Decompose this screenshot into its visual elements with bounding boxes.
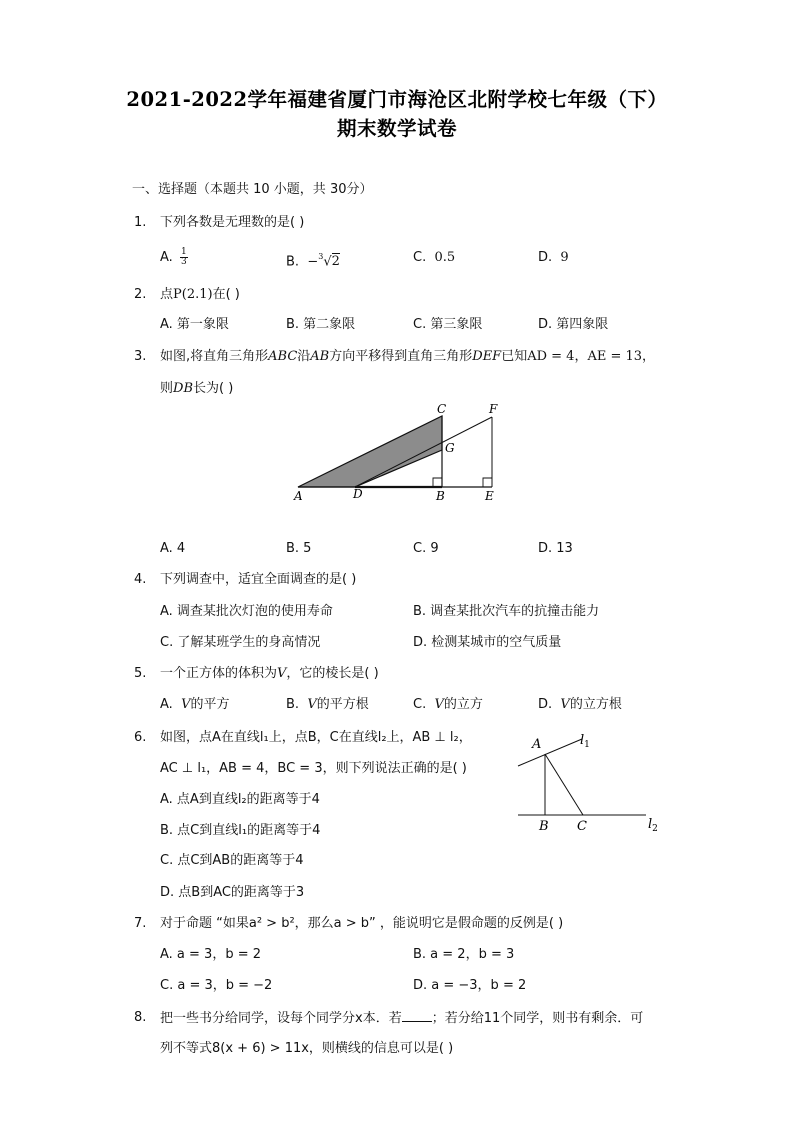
math-given: AD = 4，AE = 13， <box>527 349 656 364</box>
label-l2-subscript: 2 <box>652 824 658 834</box>
stem-text: 已知 <box>501 349 528 364</box>
question-stem <box>160 286 240 304</box>
option-b: B. 第二象限 <box>286 317 356 332</box>
minus-sign: − <box>307 254 319 270</box>
option-c: C. 点C到AB的距离等于4 <box>160 853 304 868</box>
question-number: 4. <box>134 572 147 587</box>
point-expression: P(2.1) <box>173 287 213 302</box>
question-stem-line1 <box>160 1009 643 1028</box>
option-d: D. 13 <box>538 541 573 556</box>
radical-index: 3 <box>318 252 324 261</box>
question-stem <box>160 665 379 683</box>
option-a: A. 第一象限 <box>160 317 229 332</box>
question-stem-line1: 如图，点A在直线l₁上，点B，C在直线l₂上，AB ⊥ l₂， <box>160 730 472 745</box>
stem-text: 则 <box>160 381 174 396</box>
label-b: B <box>539 819 549 834</box>
question-number: 6. <box>134 730 147 745</box>
option-b: B. 5 <box>286 541 312 556</box>
math-v: V <box>434 697 444 712</box>
option-text: 的立方 <box>443 697 483 712</box>
option-d: D. 检测某城市的空气质量 <box>413 635 562 650</box>
option-label: A. <box>160 250 173 265</box>
label-c: C <box>437 402 447 416</box>
label-b: B <box>436 489 445 503</box>
stem-text: 长为( ) <box>193 381 234 396</box>
numerator: 1 <box>180 247 187 257</box>
option-label: C. <box>413 697 427 712</box>
question-stem-line2: 列不等式8(x + 6) > 11x，则横线的信息可以是( ) <box>160 1041 454 1056</box>
option-d <box>538 696 622 714</box>
radicand: 2 <box>331 254 340 270</box>
option-d: D. a = −3，b = 2 <box>413 978 527 993</box>
stem-text: 一个正方体的体积为 <box>160 666 278 681</box>
question-number: 8. <box>134 1010 147 1025</box>
question-stem-line1 <box>160 348 655 366</box>
question-stem: 下列各数是无理数的是( ) <box>160 215 305 230</box>
math-v: V <box>307 697 317 712</box>
page-title-line2: 期末数学试卷 <box>336 117 457 140</box>
segment-ac <box>545 754 583 815</box>
option-b: B. a = 2，b = 3 <box>413 947 515 962</box>
stem-text: 在( ) <box>212 287 240 302</box>
section-heading: 一、选择题（本题共 10 小题，共 30分） <box>132 182 373 197</box>
label-l2-letter: l <box>648 817 653 832</box>
denominator: 3 <box>180 257 187 267</box>
option-label: D. <box>538 697 553 712</box>
right-angle-mark-b <box>433 478 442 487</box>
fraction <box>180 248 188 267</box>
label-a: A <box>532 737 542 752</box>
option-text: 的平方根 <box>316 697 369 712</box>
stem-text: 沿 <box>297 349 311 364</box>
math-v: V <box>560 697 570 712</box>
option-c <box>413 696 483 714</box>
question-number: 2. <box>134 287 147 302</box>
math-v: V <box>181 697 191 712</box>
page-title-line1: 2021-2022学年福建省厦门市海沧区北附学校七年级（下） <box>126 88 668 111</box>
math-ab: AB <box>310 349 330 364</box>
option-a: A. a = 3，b = 2 <box>160 947 262 962</box>
option-c: C. 9 <box>413 541 439 556</box>
option-a <box>160 248 188 267</box>
label-l1-letter: l <box>580 733 585 748</box>
label-g: G <box>445 441 455 455</box>
question-stem-line2: AC ⊥ l₁，AB = 4，BC = 3，则下列说法正确的是( ) <box>160 761 467 776</box>
stem-text: 把一些书分给同学，设每个同学分x本．若 <box>160 1011 402 1026</box>
label-c: C <box>577 819 587 834</box>
label-l1-subscript: 1 <box>584 740 590 750</box>
stem-text: ；若分给11个同学，则书有剩余．可 <box>431 1011 644 1026</box>
label-e: E <box>485 489 494 503</box>
option-c: C. a = 3，b = −2 <box>160 978 273 993</box>
question-number: 5. <box>134 666 147 681</box>
perpendicular-lines-figure <box>510 728 670 836</box>
option-d: D. 第四象限 <box>538 317 609 332</box>
option-text: 的立方根 <box>569 697 622 712</box>
option-b: B. 调查某批次汽车的抗撞击能力 <box>413 604 600 619</box>
option-value: 0.5 <box>434 250 456 265</box>
triangle-translation-figure <box>290 400 510 508</box>
option-label: A. <box>160 697 173 712</box>
option-d: D. 点B到AC的距离等于3 <box>160 885 305 900</box>
option-a: A. 调查某批次灯泡的使用寿命 <box>160 604 333 619</box>
option-label: B. <box>286 254 300 270</box>
label-l1 <box>580 733 590 750</box>
option-text: 的平方 <box>190 697 230 712</box>
option-c: C. 了解某班学生的身高情况 <box>160 635 321 650</box>
shaded-region <box>298 416 442 487</box>
question-stem-line2 <box>160 380 233 398</box>
option-b <box>286 249 340 271</box>
label-d: D <box>353 487 363 501</box>
question-number: 7. <box>134 916 147 931</box>
question-number: 3. <box>134 349 147 364</box>
stem-text: ，它的棱长是( ) <box>286 666 379 681</box>
math-db: DB <box>173 381 193 396</box>
option-b: B. 点C到直线l₁的距离等于4 <box>160 823 321 838</box>
option-b <box>286 696 369 714</box>
option-d <box>538 249 569 267</box>
label-l2 <box>648 817 658 834</box>
option-c: C. 第三象限 <box>413 317 483 332</box>
stem-text: 点 <box>160 287 174 302</box>
label-f: F <box>489 402 498 416</box>
option-label: C. <box>413 250 427 265</box>
fill-in-blank <box>402 1009 432 1022</box>
question-stem: 下列调查中，适宜全面调查的是( ) <box>160 572 357 587</box>
option-label: D. <box>538 250 553 265</box>
stem-text: 方向平移得到直角三角形 <box>329 349 473 364</box>
option-value: 9 <box>560 250 569 265</box>
right-angle-mark-e <box>483 478 492 487</box>
math-v: V <box>277 666 287 681</box>
question-number: 1. <box>134 215 147 230</box>
option-a <box>160 696 229 714</box>
math-def: DEF <box>472 349 502 364</box>
option-a: A. 4 <box>160 541 186 556</box>
question-stem: 对于命题 “如果a² > b²，那么a > b” ，能说明它是假命题的反例是( ) <box>160 916 564 931</box>
label-a: A <box>294 489 303 503</box>
radical-sign: √ <box>323 254 332 270</box>
option-c <box>413 249 455 267</box>
option-a: A. 点A到直线l₂的距离等于4 <box>160 792 320 807</box>
stem-text: 如图,将直角三角形 <box>160 349 269 364</box>
math-abc: ABC <box>268 349 298 364</box>
option-label: B. <box>286 697 300 712</box>
